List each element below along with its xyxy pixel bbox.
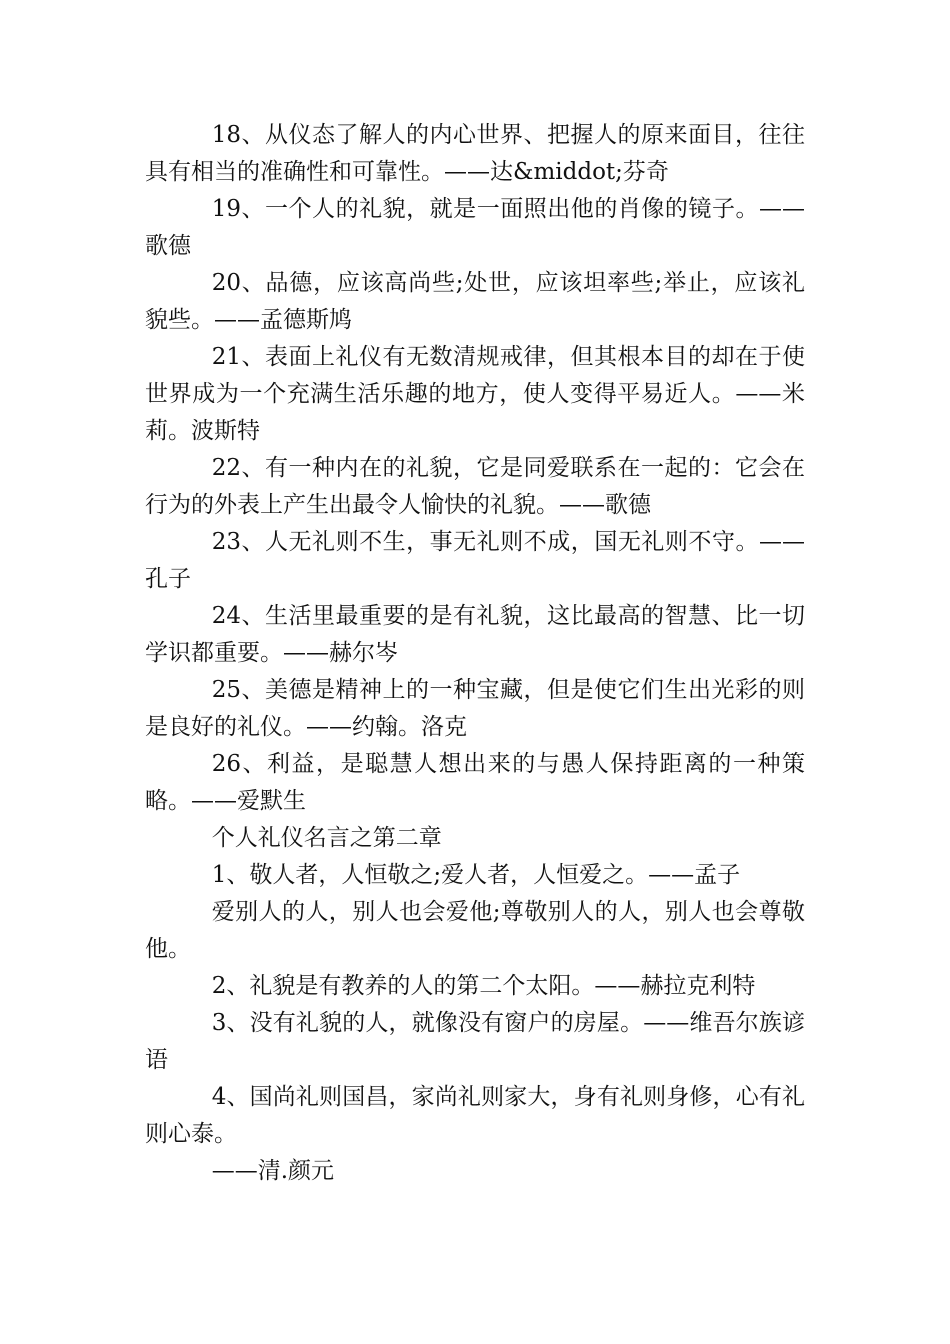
- document-body: [145, 117, 805, 1190]
- quote-paragraph-3: 3、没有礼貌的人，就像没有窗户的房屋。——维吾尔族谚语: [145, 1010, 805, 1073]
- quote-explanation: 爱别人的人，别人也会爱他;尊敬别人的人，别人也会尊敬他。: [145, 899, 805, 962]
- quote-paragraph-20: 20、品德，应该高尚些;处世，应该坦率些;举止，应该礼貌些。——孟德斯鸠: [145, 270, 805, 333]
- quote-paragraph-19: 19、一个人的礼貌，就是一面照出他的肖像的镜子。——歌德: [145, 196, 805, 259]
- quote-paragraph-2: 2、礼貌是有教养的人的第二个太阳。——赫拉克利特: [211, 973, 756, 999]
- quote-paragraph-4: 4、国尚礼则国昌，家尚礼则家大，身有礼则身修，心有礼则心泰。: [145, 1084, 805, 1147]
- quote-paragraph-25: 25、美德是精神上的一种宝藏，但是使它们生出光彩的则是良好的礼仪。——约翰。洛克: [145, 677, 805, 740]
- quote-paragraph-1: 1、敬人者，人恒敬之;爱人者，人恒爱之。——孟子: [211, 862, 741, 888]
- quote-paragraph-26: 26、利益，是聪慧人想出来的与愚人保持距离的一种策略。——爱默生: [145, 751, 805, 814]
- quote-paragraph-24: 24、生活里最重要的是有礼貌，这比最高的智慧、比一切学识都重要。——赫尔岑: [145, 603, 805, 666]
- quote-paragraph-23: 23、人无礼则不生，事无礼则不成，国无礼则不守。——孔子: [145, 529, 805, 592]
- quote-attribution: ——清.颜元: [211, 1158, 334, 1184]
- section-heading: 个人礼仪名言之第二章: [211, 825, 442, 851]
- quote-paragraph-21: 21、表面上礼仪有无数清规戒律，但其根本目的却在于使世界成为一个充满生活乐趣的地方，使人变得平易近人。——米莉。波斯特: [145, 344, 805, 444]
- quote-paragraph-22: 22、有一种内在的礼貌，它是同爱联系在一起的：它会在行为的外表上产生出最令人愉快的礼貌。——歌德: [145, 455, 805, 518]
- quote-paragraph-18: 18、从仪态了解人的内心世界、把握人的原来面目，往往具有相当的准确性和可靠性。——达&middot;芬奇: [145, 122, 805, 185]
